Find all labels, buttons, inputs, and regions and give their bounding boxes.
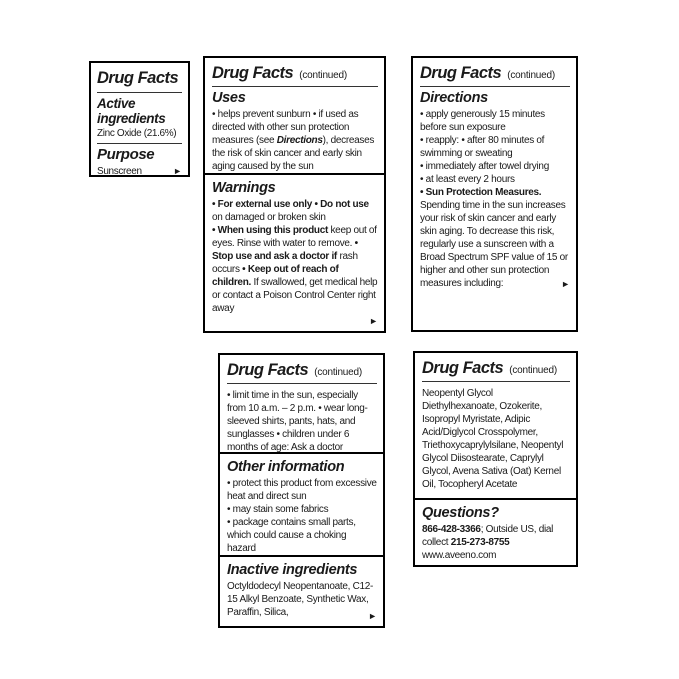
drug-facts-header — [422, 357, 570, 382]
ingredients-continued-text: Neopentyl Glycol Diethylhexanoate, Ozokerite, Isopropyl Myristate, Adipic Acid/Diglycol Crosspolymer, Triethoxycaprylylsilane, Neopentyl Glycol Diisostearate, Caprylyl Glycol, Avena Sativa (Oat) Kernel Oil, Tocopheryl Acetate — [422, 388, 564, 490]
drug-facts-header — [212, 62, 378, 87]
questions-website: www.aveeno.com — [422, 549, 497, 561]
continued-arrow-icon: ► — [173, 165, 182, 176]
directions-section — [413, 58, 576, 294]
inactive-ingredients-text: Octyldodecyl Neopentanoate, C12-15 Alkyl Benzoate, Synthetic Wax, Paraffin, Silica, — [227, 580, 374, 618]
directions-item: • reapply: • after 80 minutes of swimming or sweating — [420, 135, 545, 159]
inactive-ingredients-heading: Inactive ingredients — [227, 561, 358, 578]
directions-item: • Sun Protection Measures. Spending time in the sun increases your risk of skin cancer and early skin aging. To decrease this risk, regularly use a sunscreen with a Broad Spectrum SPF value of 15 or higher and other sun protection measures including: — [420, 187, 568, 289]
warnings-text: • For external use only • Do not use on damaged or broken skin — [212, 198, 369, 223]
drug-facts-title: Drug Facts — [227, 361, 309, 379]
continued-arrow-icon: ► — [368, 611, 377, 621]
purpose-heading: Purpose — [97, 146, 155, 163]
active-ingredients-heading: Active ingredients — [97, 96, 166, 126]
panel-other-inactive — [218, 353, 385, 628]
continued-note: (continued) — [314, 367, 363, 378]
panel-directions — [411, 56, 578, 332]
other-information-item: • package contains small parts, which could cause a choking hazard — [227, 517, 356, 554]
other-information-item: • protect this product from excessive heat and direct sun — [227, 478, 377, 502]
questions-phone-text: 866-428-3366; Outside US, dial collect 215-273-8755 — [422, 523, 554, 548]
sun-limits-text: • limit time in the sun, especially from 10 a.m. – 2 p.m. • wear long-sleeved shirts, pants, hats, and sunglasses • children under 6 months of age: Ask a doctor — [227, 390, 368, 452]
purpose-row — [97, 164, 182, 178]
directions-item: • immediately after towel drying — [420, 161, 549, 172]
uses-text: • helps prevent sunburn • if used as directed with other sun protection measures (see Directions), decreases the risk of skin cancer and early skin aging caused by the sun — [212, 109, 375, 172]
continued-note: (continued) — [507, 70, 556, 81]
panel-content — [91, 63, 188, 175]
other-information-item: • may stain some fabrics — [227, 504, 329, 515]
questions-heading: Questions? — [422, 504, 499, 521]
uses-heading: Uses — [212, 90, 246, 106]
directions-heading: Directions — [420, 90, 488, 106]
drug-facts-title: Drug Facts — [420, 64, 502, 82]
panel-ingredients-questions — [413, 351, 578, 567]
drug-facts-header — [227, 359, 377, 384]
drug-facts-title: Drug Facts — [212, 64, 294, 82]
drug-facts-title: Drug Facts — [422, 359, 504, 377]
continued-arrow-icon: ► — [561, 279, 570, 289]
active-ingredient-value: Zinc Oxide (21.6%) — [97, 128, 177, 139]
directions-item: • apply generously 15 minutes before sun exposure — [420, 109, 545, 133]
divider — [97, 143, 182, 144]
ingredients-continued-section — [415, 353, 576, 498]
continued-note: (continued) — [509, 365, 558, 376]
warnings-heading: Warnings — [212, 179, 276, 196]
purpose-value: Sunscreen — [97, 166, 142, 177]
drug-facts-header — [97, 67, 182, 93]
panel-uses-warnings — [203, 56, 386, 333]
continued-arrow-icon: ► — [369, 316, 378, 326]
warnings-section — [205, 173, 384, 332]
continued-note: (continued) — [299, 70, 348, 81]
other-information-heading: Other information — [227, 459, 345, 475]
uses-section — [205, 58, 384, 173]
directions-item: • at least every 2 hours — [420, 174, 515, 185]
warnings-text: • When using this product keep out of eyes. Rinse with water to remove. • Stop use and ask a doctor if rash occurs • Keep out of reach of children. If swallowed, get medical help or contact a Poison Control Center right away — [212, 224, 378, 314]
panel-drug-facts-main — [89, 61, 190, 177]
drug-facts-title: Drug Facts — [97, 69, 179, 87]
drug-facts-header — [420, 62, 570, 87]
other-information-section — [220, 452, 383, 555]
sun-limits-section — [220, 355, 383, 452]
questions-section — [415, 498, 576, 566]
inactive-ingredients-section — [220, 555, 383, 627]
